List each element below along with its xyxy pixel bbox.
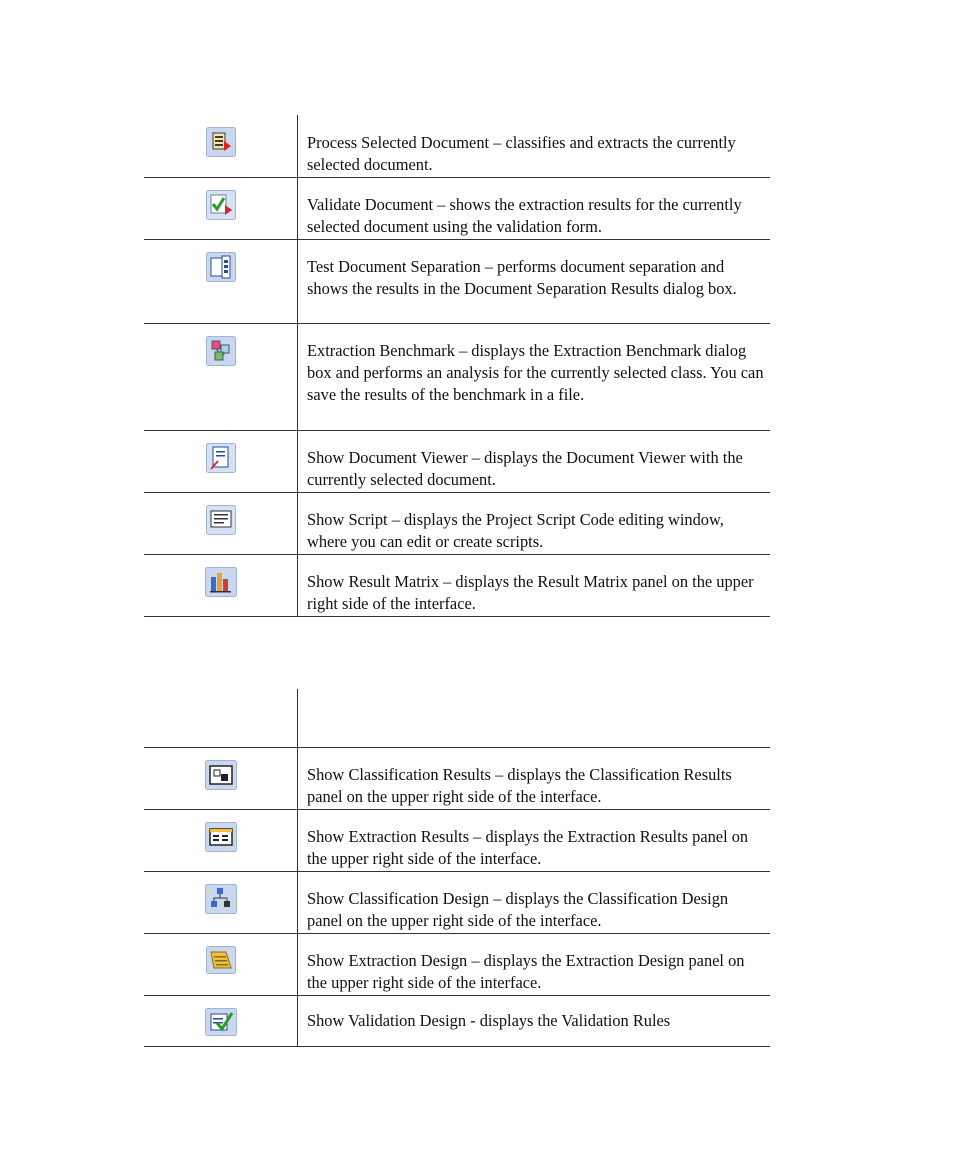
table-row xyxy=(144,115,770,178)
table-header-row xyxy=(144,689,770,748)
row-description: Show Classification Results – displays the Classification Results panel on the upper right side of the interface. xyxy=(307,765,732,806)
icon-cell xyxy=(144,996,298,1046)
table-row xyxy=(144,431,770,493)
document-viewer-icon xyxy=(206,443,236,473)
process-document-icon xyxy=(206,127,236,157)
icon-cell xyxy=(144,555,298,616)
table-row xyxy=(144,240,770,324)
row-description: Show Extraction Design – displays the Extraction Design panel on the upper right side of the interface. xyxy=(307,951,745,992)
table-row xyxy=(144,996,770,1047)
row-description: Show Classification Design – displays the Classification Design panel on the upper right side of the interface. xyxy=(307,889,729,930)
table-row xyxy=(144,934,770,996)
icon-cell xyxy=(144,115,298,177)
classification-design-icon xyxy=(205,884,237,914)
row-description: Process Selected Document – classifies and extracts the currently selected document. xyxy=(307,133,736,174)
table-row xyxy=(144,872,770,934)
toolbar-table-1 xyxy=(144,115,770,617)
icon-cell xyxy=(144,872,298,933)
table-row xyxy=(144,493,770,555)
script-icon xyxy=(206,505,236,535)
extraction-design-icon xyxy=(206,946,236,974)
result-matrix-icon xyxy=(205,567,237,597)
extraction-results-icon xyxy=(205,822,237,852)
validation-design-icon xyxy=(205,1008,237,1036)
row-description: Test Document Separation – performs document separation and shows the results in the Document Separation Results dialog box. xyxy=(307,257,737,298)
icon-cell xyxy=(144,689,298,747)
icon-cell xyxy=(144,240,298,323)
row-description: Show Extraction Results – displays the Extraction Results panel on the upper right side of the interface. xyxy=(307,827,749,868)
icon-cell xyxy=(144,493,298,554)
classification-results-icon xyxy=(205,760,237,790)
validate-document-icon xyxy=(206,190,236,220)
row-description: Show Document Viewer – displays the Document Viewer with the currently selected document. xyxy=(307,448,743,489)
icon-cell xyxy=(144,748,298,809)
table-row xyxy=(144,324,770,431)
row-description: Extraction Benchmark – displays the Extraction Benchmark dialog box and performs an analysis for the currently selected class. You can save the results of the benchmark in a file. xyxy=(307,341,764,404)
toolbar-table-2 xyxy=(144,689,770,1047)
row-description: Show Validation Design - displays the Validation Rules xyxy=(307,1011,671,1030)
row-description: Show Script – displays the Project Script Code editing window, where you can edit or create scripts. xyxy=(307,510,724,551)
icon-cell xyxy=(144,431,298,492)
extraction-benchmark-icon xyxy=(206,336,236,366)
table-row xyxy=(144,555,770,617)
row-description: Validate Document – shows the extraction results for the currently selected document using the validation form. xyxy=(307,195,742,236)
table-row xyxy=(144,748,770,810)
icon-cell xyxy=(144,934,298,995)
table-row xyxy=(144,178,770,240)
icon-cell xyxy=(144,810,298,871)
icon-cell xyxy=(144,178,298,239)
icon-cell xyxy=(144,324,298,430)
test-separation-icon xyxy=(206,252,236,282)
table-row xyxy=(144,810,770,872)
row-description: Show Result Matrix – displays the Result Matrix panel on the upper right side of the interface. xyxy=(307,572,754,613)
header-cell xyxy=(298,689,770,747)
